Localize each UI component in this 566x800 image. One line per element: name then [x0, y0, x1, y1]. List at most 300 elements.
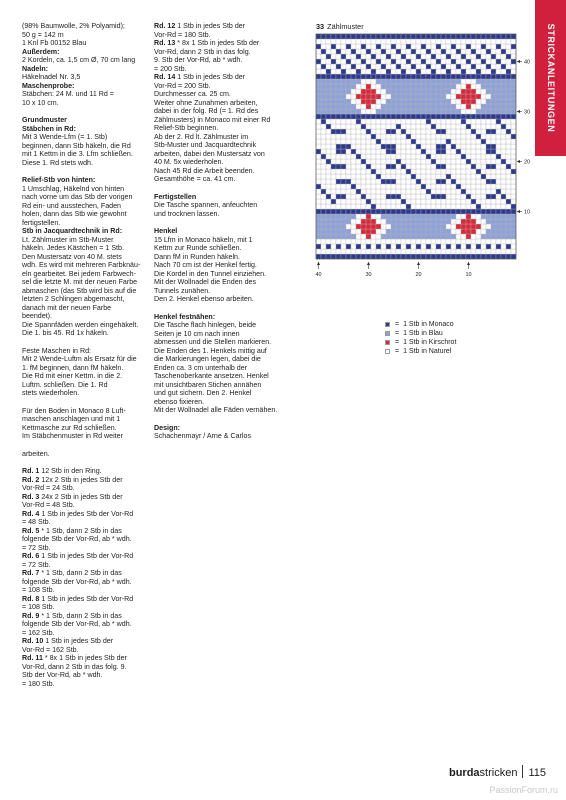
chart-cell	[441, 79, 446, 84]
chart-cell	[356, 44, 361, 49]
chart-cell	[451, 144, 456, 149]
text-line	[22, 620, 142, 629]
chart-cell	[431, 154, 436, 159]
chart-cell	[496, 184, 501, 189]
chart-cell	[411, 94, 416, 99]
chart-cell	[336, 224, 341, 229]
chart-cell	[446, 104, 451, 109]
chart-cell	[321, 59, 326, 64]
chart-cell	[446, 164, 451, 169]
chart-cell	[321, 129, 326, 134]
chart-cell	[466, 124, 471, 129]
chart-cell	[506, 149, 511, 154]
chart-cell	[451, 194, 456, 199]
chart-cell	[331, 214, 336, 219]
row-arrow-head-icon	[517, 110, 520, 113]
chart-cell	[391, 64, 396, 69]
chart-cell	[411, 104, 416, 109]
chart-cell	[436, 84, 441, 89]
chart-cell	[321, 169, 326, 174]
chart-cell	[331, 199, 336, 204]
chart-cell	[431, 219, 436, 224]
chart-cell	[481, 239, 486, 244]
chart-cell	[421, 74, 426, 79]
chart-cell	[426, 234, 431, 239]
chart-cell	[506, 184, 511, 189]
chart-cell	[471, 214, 476, 219]
chart-cell	[341, 234, 346, 239]
text-line	[22, 65, 142, 74]
chart-cell	[391, 134, 396, 139]
chart-cell	[491, 164, 496, 169]
chart-cell	[421, 64, 426, 69]
chart-cell	[356, 119, 361, 124]
chart-cell	[476, 69, 481, 74]
chart-cell	[486, 44, 491, 49]
chart-cell	[431, 34, 436, 39]
text-segment: letzten 2 Schlingen abgemascht,	[22, 295, 125, 303]
chart-cell	[491, 254, 496, 259]
chart-cell	[471, 39, 476, 44]
chart-cell	[396, 59, 401, 64]
chart-cell	[421, 89, 426, 94]
chart-cell	[436, 239, 441, 244]
chart-cell	[406, 159, 411, 164]
chart-cell	[361, 179, 366, 184]
chart-cell	[366, 144, 371, 149]
chart-cell	[441, 159, 446, 164]
chart-cell	[391, 129, 396, 134]
chart-cell	[511, 134, 516, 139]
chart-cell	[471, 119, 476, 124]
chart-cell	[351, 144, 356, 149]
chart-cell	[376, 229, 381, 234]
chart-cell	[456, 59, 461, 64]
chart-cell	[511, 94, 516, 99]
chart-cell	[321, 164, 326, 169]
chart-cell	[466, 44, 471, 49]
chart-cell	[381, 154, 386, 159]
text-segment: Häkelnadel Nr. 3,5	[22, 73, 81, 81]
chart-cell	[361, 224, 366, 229]
chart-cell	[456, 159, 461, 164]
text-line	[154, 389, 288, 398]
text-segment: und gut sichern. Den 2. Henkel	[154, 389, 252, 397]
chart-cell	[356, 84, 361, 89]
chart-cell	[511, 159, 516, 164]
chart-cell	[486, 204, 491, 209]
chart-cell	[391, 244, 396, 249]
text-line	[22, 278, 142, 287]
chart-cell	[416, 109, 421, 114]
chart-cell	[356, 209, 361, 214]
chart-cell	[411, 249, 416, 254]
chart-cell	[511, 214, 516, 219]
chart-cell	[376, 184, 381, 189]
chart-cell	[361, 119, 366, 124]
chart-cell	[441, 239, 446, 244]
chart-cell	[446, 144, 451, 149]
chart-cell	[451, 99, 456, 104]
chart-cell	[496, 194, 501, 199]
chart-cell	[506, 209, 511, 214]
chart-cell	[336, 244, 341, 249]
chart-cell	[336, 154, 341, 159]
chart-cell	[371, 84, 376, 89]
chart-cell	[386, 144, 391, 149]
chart-cell	[361, 169, 366, 174]
chart-cell	[316, 209, 321, 214]
text-line	[22, 663, 142, 672]
chart-cell	[351, 44, 356, 49]
chart-cell	[501, 69, 506, 74]
chart-cell	[461, 169, 466, 174]
chart-cell	[421, 134, 426, 139]
chart-cell	[436, 224, 441, 229]
chart-cell	[446, 69, 451, 74]
chart-cell	[361, 209, 366, 214]
chart-cell	[331, 194, 336, 199]
chart-cell	[356, 49, 361, 54]
chart-cell	[321, 64, 326, 69]
text-line	[154, 244, 288, 253]
chart-cell	[381, 129, 386, 134]
chart-cell	[336, 149, 341, 154]
chart-cell	[371, 134, 376, 139]
chart-cell	[341, 204, 346, 209]
chart-cell	[456, 239, 461, 244]
chart-cell	[466, 239, 471, 244]
chart-cell	[401, 99, 406, 104]
chart-cell	[356, 149, 361, 154]
chart-cell	[366, 214, 371, 219]
chart-cell	[506, 234, 511, 239]
chart-cell	[361, 234, 366, 239]
chart-cell	[396, 219, 401, 224]
chart-cell	[421, 149, 426, 154]
chart-cell	[471, 239, 476, 244]
chart-cell	[346, 169, 351, 174]
chart-cell	[426, 104, 431, 109]
chart-cell	[511, 139, 516, 144]
chart-cell	[471, 169, 476, 174]
chart-cell	[466, 94, 471, 99]
chart-cell	[426, 239, 431, 244]
chart-cell	[356, 94, 361, 99]
chart-cell	[491, 99, 496, 104]
paragraph	[22, 407, 142, 441]
chart-cell	[381, 94, 386, 99]
chart-cell	[386, 119, 391, 124]
chart-cell	[491, 69, 496, 74]
text-line	[154, 175, 288, 184]
chart-cell	[401, 209, 406, 214]
chart-cell	[386, 94, 391, 99]
chart-cell	[496, 54, 501, 59]
chart-cell	[391, 249, 396, 254]
chart-cell	[391, 234, 396, 239]
chart-cell	[346, 209, 351, 214]
text-line	[22, 654, 142, 663]
chart-cell	[456, 209, 461, 214]
chart-cell	[351, 214, 356, 219]
chart-cell	[381, 59, 386, 64]
chart-cell	[451, 199, 456, 204]
paragraph	[154, 227, 288, 304]
chart-cell	[326, 204, 331, 209]
chart-cell	[486, 84, 491, 89]
chart-cell	[406, 99, 411, 104]
chart-cell	[471, 149, 476, 154]
chart-cell	[421, 244, 426, 249]
chart-cell	[411, 144, 416, 149]
text-segment: 1 Stb in jedes Stb der	[175, 73, 246, 81]
text-segment: Vor-Rd = 48 Stb.	[22, 501, 75, 509]
chart-cell	[336, 34, 341, 39]
chart-cell	[356, 89, 361, 94]
text-line	[154, 261, 288, 270]
chart-cell	[506, 89, 511, 94]
chart-cell	[431, 79, 436, 84]
chart-cell	[436, 229, 441, 234]
chart-cell	[476, 234, 481, 239]
chart-cell	[361, 164, 366, 169]
chart-cell	[316, 109, 321, 114]
chart-cell	[416, 54, 421, 59]
chart-cell	[356, 199, 361, 204]
text-segment: Den 2. Henkel ebenso arbeiten.	[154, 295, 254, 303]
chart-cell	[471, 139, 476, 144]
chart-cell	[316, 79, 321, 84]
chart-cell	[481, 224, 486, 229]
chart-cell	[336, 194, 341, 199]
chart-cell	[451, 69, 456, 74]
text-line	[22, 569, 142, 578]
chart-cell	[466, 59, 471, 64]
chart-cell	[476, 174, 481, 179]
chart-cell	[441, 59, 446, 64]
chart-cell	[456, 234, 461, 239]
chart-cell	[471, 164, 476, 169]
chart-cell	[376, 69, 381, 74]
chart-cell	[366, 69, 371, 74]
chart-cell	[346, 204, 351, 209]
chart-cell	[486, 159, 491, 164]
chart-cell	[336, 54, 341, 59]
chart-cell	[351, 104, 356, 109]
chart-cell	[411, 74, 416, 79]
chart-cell	[501, 94, 506, 99]
chart-cell	[481, 174, 486, 179]
chart-cell	[331, 224, 336, 229]
chart-cell	[316, 159, 321, 164]
chart-cell	[501, 204, 506, 209]
chart-cell	[361, 239, 366, 244]
chart-cell	[391, 254, 396, 259]
chart-cell	[386, 189, 391, 194]
chart-cell	[506, 94, 511, 99]
chart-cell	[456, 124, 461, 129]
chart-cell	[356, 69, 361, 74]
chart-cell	[321, 199, 326, 204]
chart-cell	[381, 174, 386, 179]
chart-cell	[336, 254, 341, 259]
text-line	[22, 244, 142, 253]
chart-cell	[386, 229, 391, 234]
chart-cell	[376, 119, 381, 124]
chart-cell	[371, 94, 376, 99]
footer-brand: burda	[448, 767, 480, 779]
chart-cell	[366, 154, 371, 159]
chart-cell	[376, 149, 381, 154]
chart-cell	[416, 159, 421, 164]
chart-cell	[341, 149, 346, 154]
chart-cell	[391, 174, 396, 179]
text-line	[22, 527, 142, 536]
chart-cell	[496, 99, 501, 104]
text-segment: nach vorne um das Stb der vorigen	[22, 193, 133, 201]
chart-cell	[501, 84, 506, 89]
chart-cell	[331, 189, 336, 194]
chart-cell	[446, 244, 451, 249]
chart-cell	[496, 119, 501, 124]
chart-cell	[371, 254, 376, 259]
chart-cell	[486, 164, 491, 169]
chart-cell	[336, 214, 341, 219]
chart-cell	[396, 184, 401, 189]
chart-cell	[406, 124, 411, 129]
text-segment: Die Rd mit einer Kettm. in die 2.	[22, 372, 123, 380]
chart-cell	[326, 129, 331, 134]
chart-cell	[491, 229, 496, 234]
chart-cell	[461, 164, 466, 169]
chart-cell	[481, 119, 486, 124]
chart-cell	[331, 179, 336, 184]
chart-cell	[346, 189, 351, 194]
chart-cell	[321, 89, 326, 94]
chart-cell	[361, 204, 366, 209]
chart-cell	[366, 179, 371, 184]
chart-cell	[501, 194, 506, 199]
chart-cell	[381, 34, 386, 39]
chart-cell	[456, 179, 461, 184]
chart-cell	[456, 229, 461, 234]
chart-cell	[456, 134, 461, 139]
chart-cell	[331, 74, 336, 79]
chart-cell	[341, 184, 346, 189]
chart-cell	[356, 129, 361, 134]
chart-cell	[451, 174, 456, 179]
chart-cell	[436, 139, 441, 144]
text-line	[22, 210, 142, 219]
chart-cell	[351, 99, 356, 104]
text-line	[22, 450, 142, 459]
chart-cell	[476, 149, 481, 154]
chart-cell	[446, 179, 451, 184]
chart-cell	[391, 164, 396, 169]
chart-cell	[386, 49, 391, 54]
chart-cell	[511, 69, 516, 74]
chart-cell	[406, 104, 411, 109]
text-line	[22, 595, 142, 604]
chart-cell	[391, 44, 396, 49]
chart-cell	[491, 39, 496, 44]
text-segment: Kettm zur Runde schließen.	[154, 244, 242, 252]
chart-cell	[321, 184, 326, 189]
chart-cell	[406, 239, 411, 244]
chart-cell	[351, 64, 356, 69]
chart-cell	[431, 184, 436, 189]
chart-cell	[371, 174, 376, 179]
chart-cell	[406, 254, 411, 259]
chart-cell	[466, 84, 471, 89]
chart-cell	[471, 89, 476, 94]
chart-cell	[461, 84, 466, 89]
chart-cell	[341, 74, 346, 79]
chart-cell	[361, 94, 366, 99]
chart-cell	[426, 139, 431, 144]
text-segment: Stb-Muster und Jacquardtechnik	[154, 141, 257, 149]
chart-cell	[436, 164, 441, 169]
chart-cell	[496, 134, 501, 139]
chart-cell	[481, 34, 486, 39]
chart-cell	[316, 99, 321, 104]
chart-cell	[446, 139, 451, 144]
chart-cell	[441, 109, 446, 114]
text-line	[22, 133, 142, 142]
chart-cell	[491, 54, 496, 59]
chart-cell	[436, 39, 441, 44]
chart-cell	[476, 104, 481, 109]
paragraph	[22, 116, 142, 167]
chart-cell	[451, 49, 456, 54]
chart-cell	[366, 129, 371, 134]
chart-cell	[321, 144, 326, 149]
chart-cell	[316, 44, 321, 49]
chart-cell	[471, 199, 476, 204]
chart-cell	[511, 124, 516, 129]
chart-cell	[346, 79, 351, 84]
chart-cell	[336, 59, 341, 64]
chart-cell	[356, 154, 361, 159]
chart-cell	[386, 219, 391, 224]
chart-cell	[401, 169, 406, 174]
text-segment: dabei in der folg. Rd (= 1. Rd des	[154, 107, 259, 115]
chart-cell	[486, 239, 491, 244]
chart-cell	[351, 224, 356, 229]
chart-cell	[361, 109, 366, 114]
chart-cell	[331, 229, 336, 234]
chart-cell	[326, 184, 331, 189]
chart-cell	[376, 94, 381, 99]
chart-cell	[501, 154, 506, 159]
chart-cell	[396, 254, 401, 259]
chart-cell	[501, 144, 506, 149]
chart-cell	[371, 129, 376, 134]
chart-cell	[336, 139, 341, 144]
chart-cell	[506, 219, 511, 224]
chart-cell	[496, 129, 501, 134]
chart-cell	[396, 159, 401, 164]
chart-cell	[486, 154, 491, 159]
chart-cell	[466, 154, 471, 159]
chart-cell	[431, 214, 436, 219]
chart-cell	[476, 154, 481, 159]
bold-label: Rd. 7	[22, 569, 40, 577]
chart-cell	[451, 134, 456, 139]
chart-cell	[346, 249, 351, 254]
chart-cell	[436, 119, 441, 124]
